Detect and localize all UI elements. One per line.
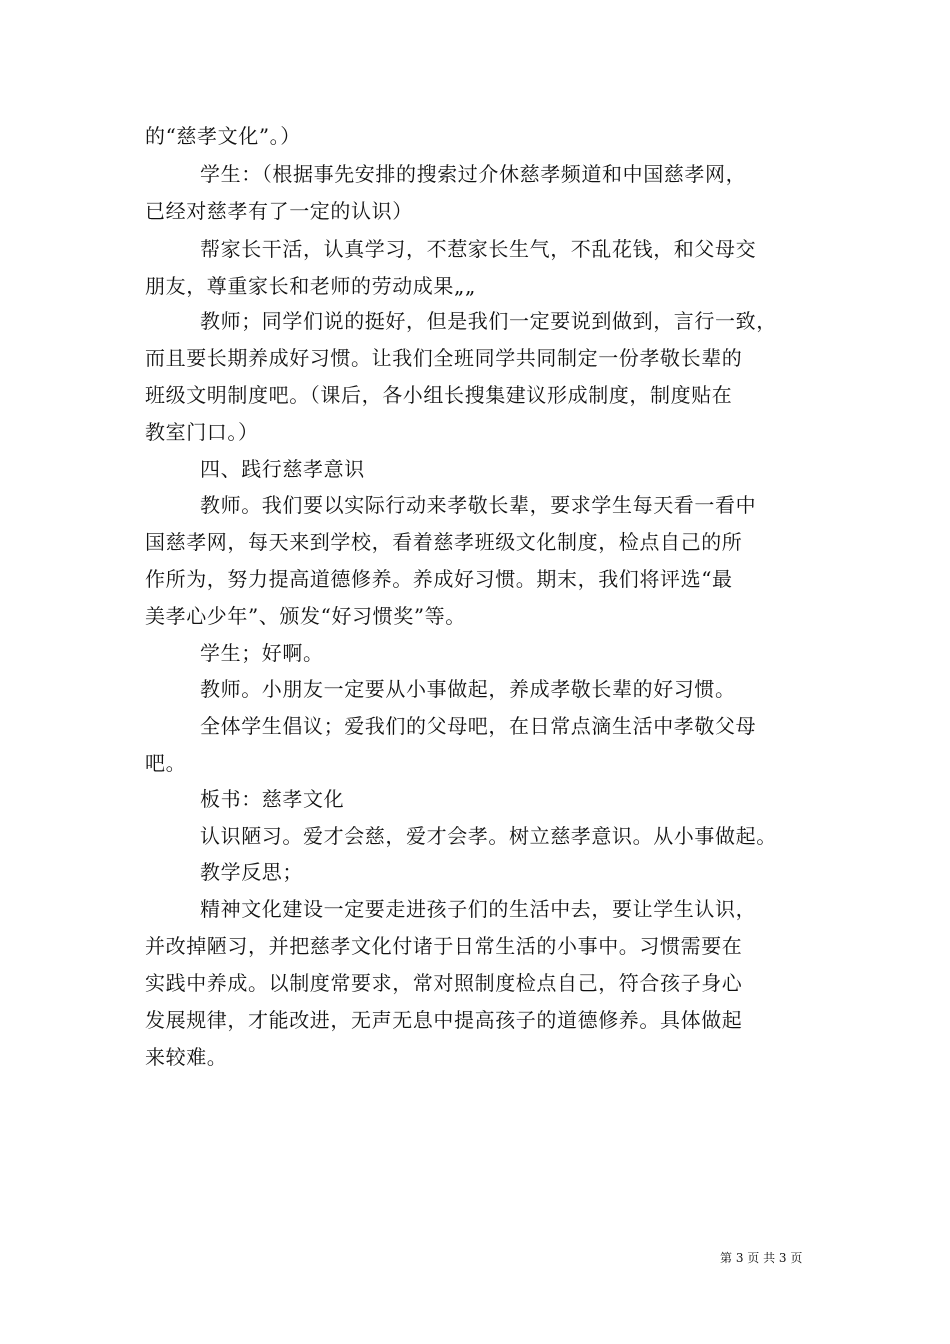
text-line: 来较难。 (145, 1045, 228, 1069)
text-line: 教师。我们要以实际行动来孝敬长辈，要求学生每天看一看中 (200, 493, 757, 517)
page-number: 第 3 页 共 3 页 (720, 1251, 803, 1265)
text-line: 精神文化建设一定要走进孩子们的生活中去，要让学生认识， (200, 897, 757, 921)
text-line: 并改掉陋习，并把慈孝文化付诸于日常生活的小事中。习惯需要在 (145, 934, 743, 958)
text-line: 发展规律，才能改进，无声无息中提高孩子的道德修养。具体做起 (145, 1008, 743, 1032)
text-line: 实践中养成。以制度常要求，常对照制度检点自己，符合孩子身心 (145, 971, 743, 995)
section-heading: 四、践行慈孝意识 (200, 457, 365, 481)
text-line: 学生；好啊。 (200, 641, 324, 665)
text-line: 学生：（根据事先安排的搜索过介休慈孝频道和中国慈孝网， (200, 162, 747, 186)
text-line: 全体学生倡议；爱我们的父母吧，在日常点滴生活中孝敬父母 (200, 714, 757, 738)
text-line: 吧。 (145, 751, 187, 775)
text-line: 朋友，尊重家长和老师的劳动成果„„ (145, 274, 476, 298)
text-line: 的“慈孝文化”。） (145, 124, 301, 148)
text-line: 作所为，努力提高道德修养。养成好习惯。期末，我们将评选“最 (145, 567, 733, 591)
text-line: 教师；同学们说的挺好，但是我们一定要说到做到，言行一致， (200, 309, 777, 333)
text-line: 帮家长干活，认真学习，不惹家长生气，不乱花钱，和父母交 (200, 237, 757, 261)
text-line: 美孝心少年”、颁发“好习惯奖”等。 (145, 604, 466, 628)
text-line: 已经对慈孝有了一定的认识） (145, 199, 413, 223)
text-line: 国慈孝网，每天来到学校，看着慈孝班级文化制度，检点自己的所 (145, 530, 743, 554)
text-line: 教学反思； (200, 860, 303, 884)
text-line: 教师。小朋友一定要从小事做起，养成孝敬长辈的好习惯。 (200, 677, 736, 701)
text-line: 认识陋习。爱才会慈，爱才会孝。树立慈孝意识。从小事做起。 (200, 824, 777, 848)
text-line: 教室门口。） (145, 420, 259, 444)
text-line: 班级文明制度吧。（课后，各小组长搜集建议形成制度，制度贴在 (145, 383, 733, 407)
text-line: 而且要长期养成好习惯。让我们全班同学共同制定一份孝敬长辈的 (145, 346, 743, 370)
text-line: 板书：慈孝文化 (200, 787, 345, 811)
